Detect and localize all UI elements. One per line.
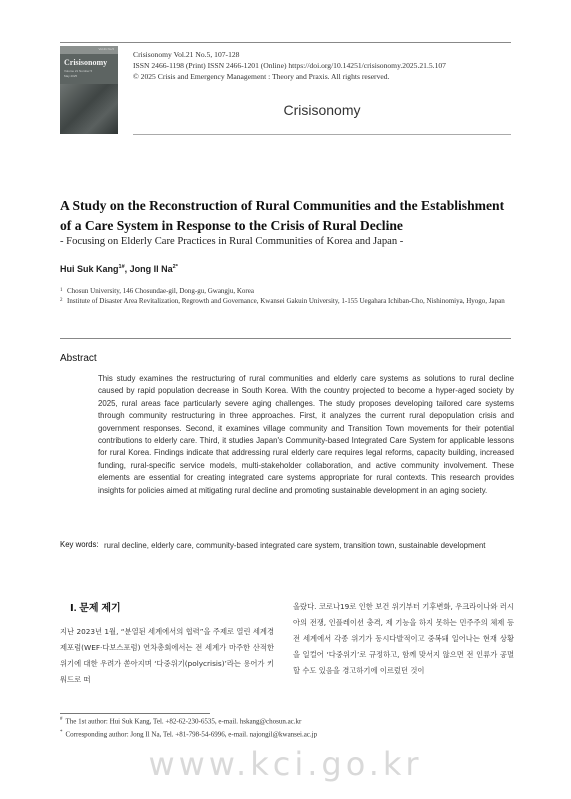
meta-issn-doi: ISSN 2466-1198 (Print) ISSN 2466-1201 (Online) https://doi.org/10.14251/crisisonomy.2025.21.5.107 — [133, 61, 446, 70]
affiliations — [60, 286, 515, 306]
author-name: Hui Suk Kang — [60, 264, 119, 274]
cover-subtitle-line2: May 2025 — [64, 74, 78, 78]
body-right-column: 올랐다. 코로나19로 인한 보건 위기부터 기후변화, 우크라이나와 러시아의 전쟁, 인플레이션 충격, 제 기능을 하지 못하는 민주주의 체제 등 전 세계에서 각종 위기가 동시다발적이고 중복돼 일어나는 현재 상황을 일컬어 ‘다중위기’로 규정하고, 함께 맞서지 않으면 전 인류가 공멸할 수도 있음을 경고하기에 이르렀던 것이 — [293, 602, 514, 675]
abstract-heading: Abstract — [60, 353, 97, 364]
cover-band — [60, 46, 118, 54]
meta-volume-pages: Crisisonomy Vol.21 No.5, 107-128 — [133, 50, 240, 59]
cover-title: Crisisonomy — [64, 58, 108, 67]
footnote — [60, 730, 317, 738]
body-left-column: 지난 2023년 1월, “분열된 세계에서의 협력”을 주제로 열린 세계경제포럼(WEF·다보스포럼) 연차총회에서는 전 세계가 마주한 산적한 위기에 대한 우려가 쏟아지며 ‘다중위기(polycrisis)’라는 용어가 키워드로 떠 — [60, 627, 274, 684]
section-heading: Ⅰ. 문제 제기 — [70, 603, 121, 614]
author-name: Jong Il Na — [129, 264, 173, 274]
journal-meta — [133, 49, 446, 82]
journal-name: Crisisonomy — [283, 102, 361, 118]
affiliation-number: 1 — [60, 288, 63, 293]
author-mark: 2* — [172, 264, 178, 270]
footnote — [60, 717, 301, 725]
article-title: A Study on the Reconstruction of Rural Communities and the Establishment of a Care System in Response to the Crisis of Rural Decline — [60, 198, 505, 233]
cover-image — [60, 84, 118, 134]
footnote-text: The 1st author: Hui Suk Kang, Tel. +82-62-230-6535, e-mail. hskang@chosun.ac.kr — [65, 717, 302, 726]
cover-band-text: Vol.21 No.5 — [98, 47, 114, 51]
affiliation-number: 2 — [60, 298, 63, 303]
abstract-rule — [60, 338, 511, 339]
watermark: www.kci.go.kr — [148, 745, 423, 783]
header-bottom-rule — [133, 134, 511, 135]
affiliation-text: Chosun University, 146 Chosundae-gil, Dong-gu, Gwangju, Korea — [67, 287, 254, 295]
affiliation-item — [60, 296, 515, 306]
footnote-rule — [60, 713, 210, 714]
author-mark: 1# — [118, 264, 125, 270]
article-subtitle: - Focusing on Elderly Care Practices in Rural Communities of Korea and Japan - — [60, 236, 404, 247]
header-top-rule — [60, 42, 511, 43]
abstract-text: This study examines the restructuring of rural communities and elderly care systems as solutions to rural decline caused by rapid population decrease in South Korea. With the country projected to become a hyper-aged society by 2025, rural areas face particularly severe aging challenges. The study proposes developing tailored care systems through community restructuring in three approaches. First, it analyzes the current rural depopulation crisis and government responses. Second, it examines village community and Transition Town movements for their potential contributions to elderly care. Third, it studies Japan's Community-based Integrated Care System for applicable lessons for rural Korea. Findings indicate that addressing rural elderly care requires legal reforms, capacity building, increased funding, rural-specific service models, multi-stakeholder collaboration, and active community involvement. These elements are essential for creating integrated care systems appropriate for rural contexts. This research provides insights for policies aimed at mitigating rural decline and promoting sustainable development in an aging society. — [98, 374, 514, 495]
footnote-text: Corresponding author: Jong Il Na, Tel. +81-798-54-6996, e-mail. najongil@kwansei.ac.jp — [65, 730, 318, 739]
affiliation-text: Institute of Disaster Area Revitalization, Regrowth and Governance, Kwansei Gakuin University, 1-155 Uegahara Ichiban-Cho, Nishinomiya, Hyogo, Japan — [67, 297, 505, 305]
affiliation-item — [60, 286, 515, 296]
keywords-label: Key words: — [60, 540, 99, 549]
keywords-text: rural decline, elderly care, community-based integrated care system, transition town, sustainable development — [104, 541, 486, 550]
footnote-mark: # — [60, 717, 63, 722]
author-separator: , — [124, 264, 130, 274]
cover-subtitle — [64, 69, 92, 79]
meta-copyright: © 2025 Crisis and Emergency Management : Theory and Praxis. All rights reserved. — [133, 72, 390, 81]
footnote-mark: * — [60, 730, 63, 735]
cover-subtitle-line1: Volume 21 Number 5 — [64, 69, 93, 73]
author-list — [60, 264, 178, 274]
journal-cover-thumbnail — [60, 46, 118, 134]
